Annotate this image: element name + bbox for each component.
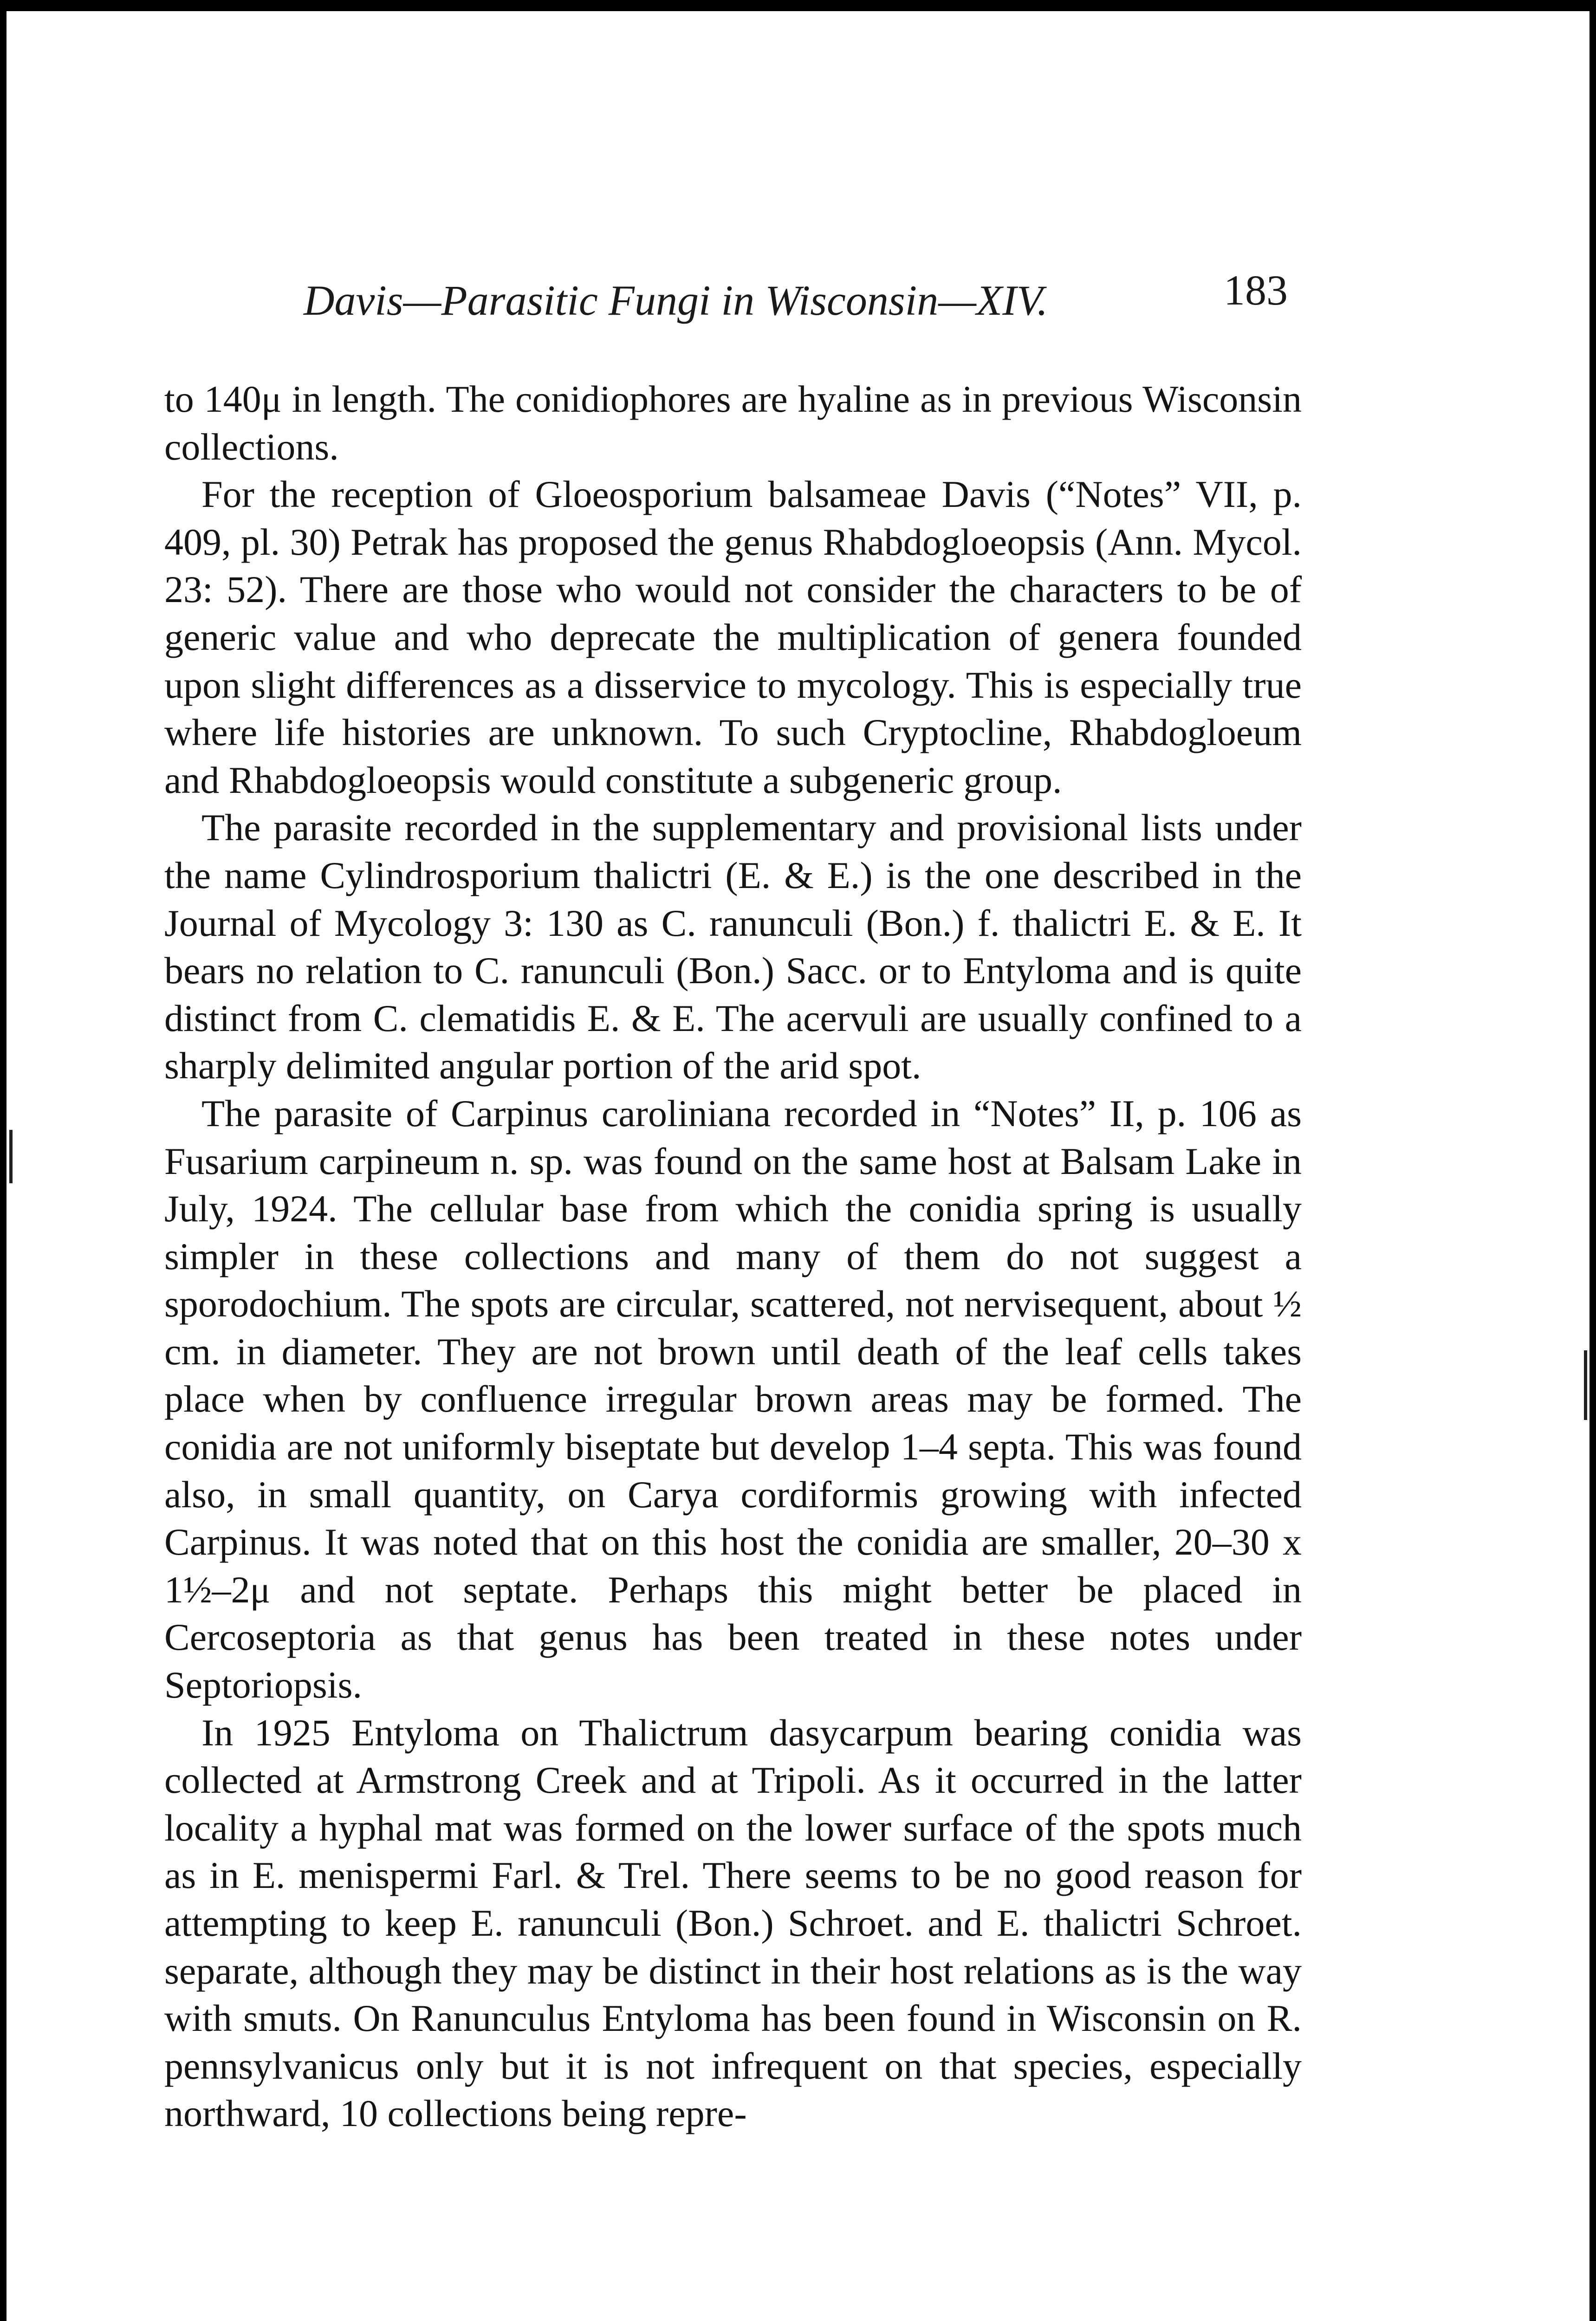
page-header [304, 262, 1288, 327]
paragraph-cylindrosporium: The parasite recorded in the supplementary and provisional lists under the name Cylindrosporium thalictri (E. & E.) is the one described in the Journal of Mycology 3: 130 as C. ranunculi (Bon.) f. thalictri E. & E. It bears no relation to C. ranunculi (Bon.) Sacc. or to Entyloma and is quite distinct from C. clematidis E. & E. The acervuli are usually confined to a sharply delimited angular portion of the arid spot. [164, 806, 1302, 1087]
scanned-page [6, 11, 1590, 2321]
paragraph-continuation: to 140μ in length. The conidiophores are hyaline as in previous Wisconsin collections. [164, 378, 1302, 468]
paragraph-entyloma: In 1925 Entyloma on Thalictrum dasycarpum bearing conidia was collected at Armstrong Creek and at Tripoli. As it occurred in the latter locality a hyphal mat was formed on the lower surface of the spots much as in E. menispermi Farl. & Trel. There seems to be no good reason for attempting to keep E. ranunculi (Bon.) Schroet. and E. thalictri Schroet. separate, although they may be distinct in their host relations as is the way with smuts. On Ranunculus Entyloma has been found in Wisconsin on R. pennsylvanicus only but it is not infrequent on that species, especially northward, 10 collections being repre- [164, 1711, 1302, 2135]
right-margin-mark [1584, 1350, 1587, 1420]
running-title: Davis—Parasitic Fungi in Wisconsin—XIV. [304, 277, 1048, 324]
page-number: 183 [1224, 266, 1288, 314]
body-text [164, 376, 1302, 2138]
paragraph-gloeosporium: For the reception of Gloeosporium balsameae Davis (“Notes” VII, p. 409, pl. 30) Petrak has proposed the genus Rhabdogloeopsis (Ann. Mycol. 23: 52). There are those who would not consider the characters to be of generic value and who deprecate the multiplication of genera founded upon slight differences as a disservice to mycology. This is especially true where life histories are unknown. To such Cryptocline, Rhabdogloeum and Rhabdogloeopsis would constitute a subgeneric group. [164, 473, 1302, 801]
paragraph-carpinus: The parasite of Carpinus caroliniana recorded in “Notes” II, p. 106 as Fusarium carpineum n. sp. was found on the same host at Balsam Lake in July, 1924. The cellular base from which the conidia spring is usually simpler in these collections and many of them do not suggest a sporodochium. The spots are circular, scattered, not nervisequent, about ½ cm. in diameter. They are not brown until death of the leaf cells takes place when by confluence irregular brown areas may be formed. The conidia are not uniformly biseptate but develop 1–4 septa. This was found also, in small quantity, on Carya cordiformis growing with infected Carpinus. It was noted that on this host the conidia are smaller, 20–30 x 1½–2μ and not septate. Perhaps this might better be placed in Cercoseptoria as that genus has been treated in these notes under Septoriopsis. [164, 1092, 1302, 1706]
left-margin-mark [9, 1130, 13, 1183]
